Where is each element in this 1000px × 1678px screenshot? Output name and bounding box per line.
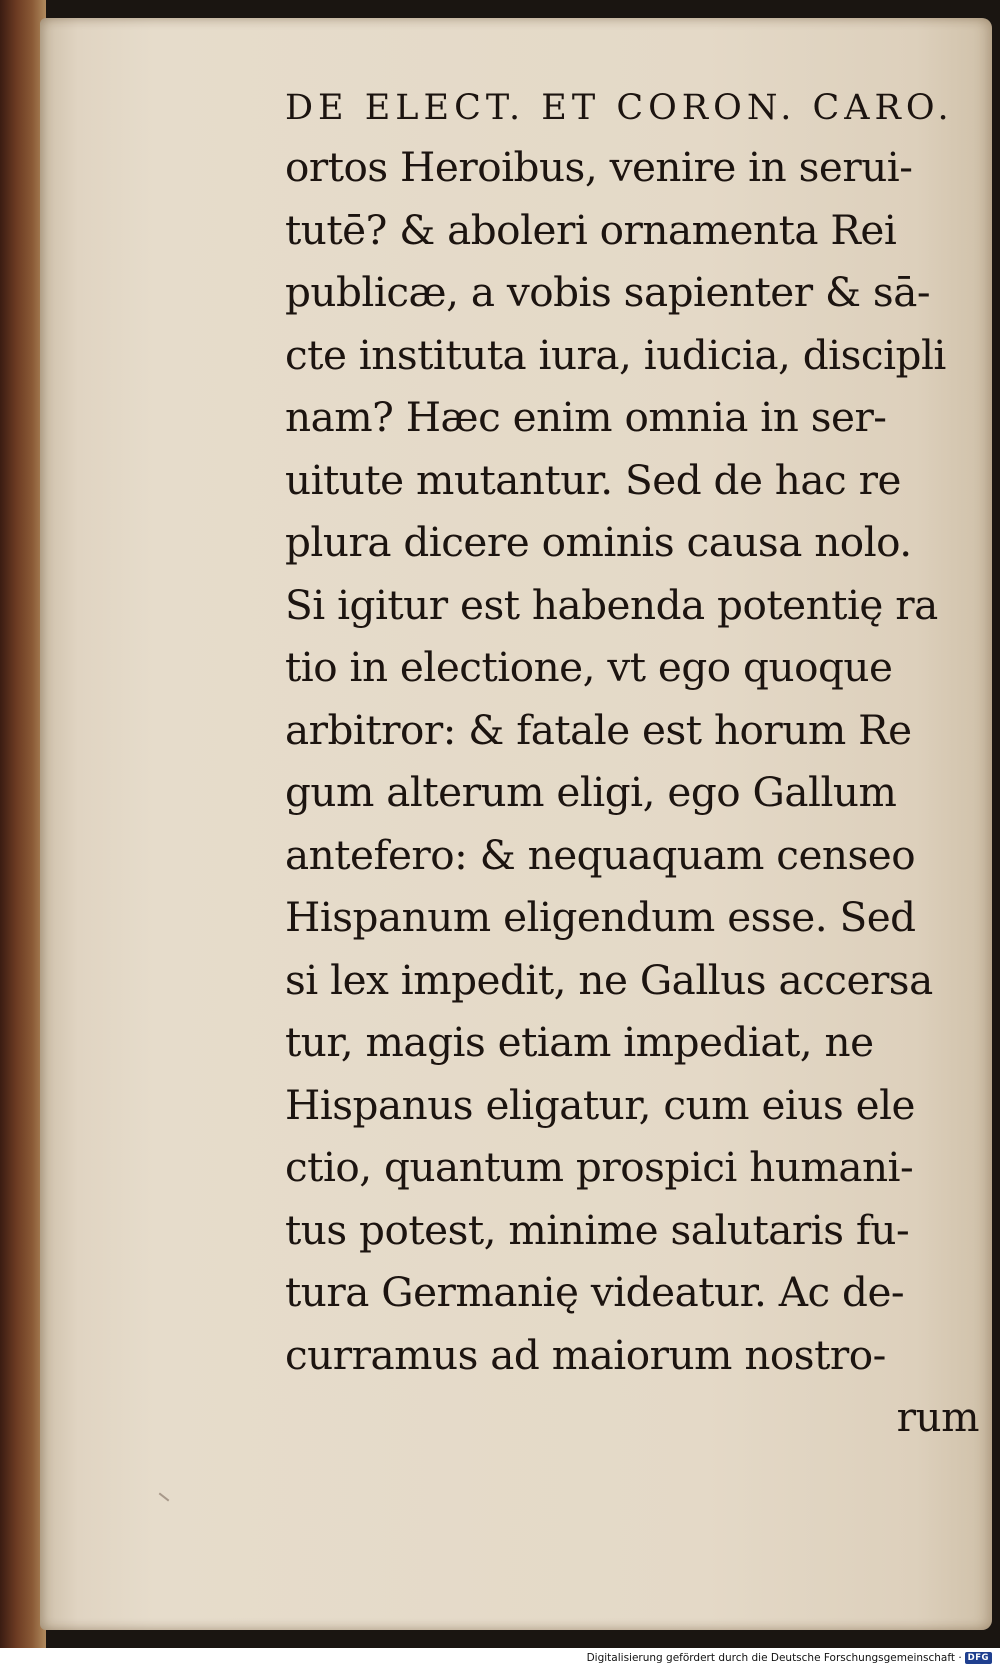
digitization-credit [587,1652,992,1664]
running-head: DE ELECT. ET CORON. CARO. [285,88,954,128]
text-line: Hispanus eligatur, cum eius ele [285,1080,916,1129]
text-line: cte instituta iura, iudicia, discipli [285,330,946,379]
text-line: tutē? & aboleri ornamenta Rei [285,205,897,254]
text-line: tio in electione, vt ego quoque [285,643,893,691]
credit-text: Digitalisierung gefördert durch die Deutsche Forschungsgemeinschaft · [586,1652,962,1664]
text-line: arbitror: & fatale est horum Re [285,705,912,754]
text-line: plura dicere ominis causa nolo. [285,518,912,566]
text-line: ctio, quantum prospici humani- [285,1143,914,1191]
text-line: Hispanum eligendum esse. Sed [285,893,916,941]
text-line: antefero: & nequaquam censeo [285,830,916,879]
page-mark [159,1493,170,1502]
text-line: nam? Hæc enim omnia in ser- [285,393,887,441]
text-line: publicæ, a vobis sapienter & sā- [285,268,931,316]
text-line: uitute mutantur. Sed de hac re [285,455,901,504]
text-line: Si igitur est habenda potentię ra [285,580,938,629]
text-line: curramus ad maiorum nostro- [285,1330,886,1379]
text-line: tus potest, minime salutaris fu- [285,1205,910,1254]
text-line: tur, magis etiam impediat, ne [285,1018,874,1066]
text-line: gum alterum eligi, ego Gallum [285,768,897,816]
page-text [285,80,985,1449]
text-line: ortos Heroibus, venire in serui- [285,143,913,191]
dfg-logo-icon: DFG [965,1652,992,1664]
text-line: si lex impedit, ne Gallus accersa [285,955,933,1004]
catchword: rum [896,1393,979,1441]
text-line: tura Germanię videatur. Ac de- [285,1268,905,1316]
